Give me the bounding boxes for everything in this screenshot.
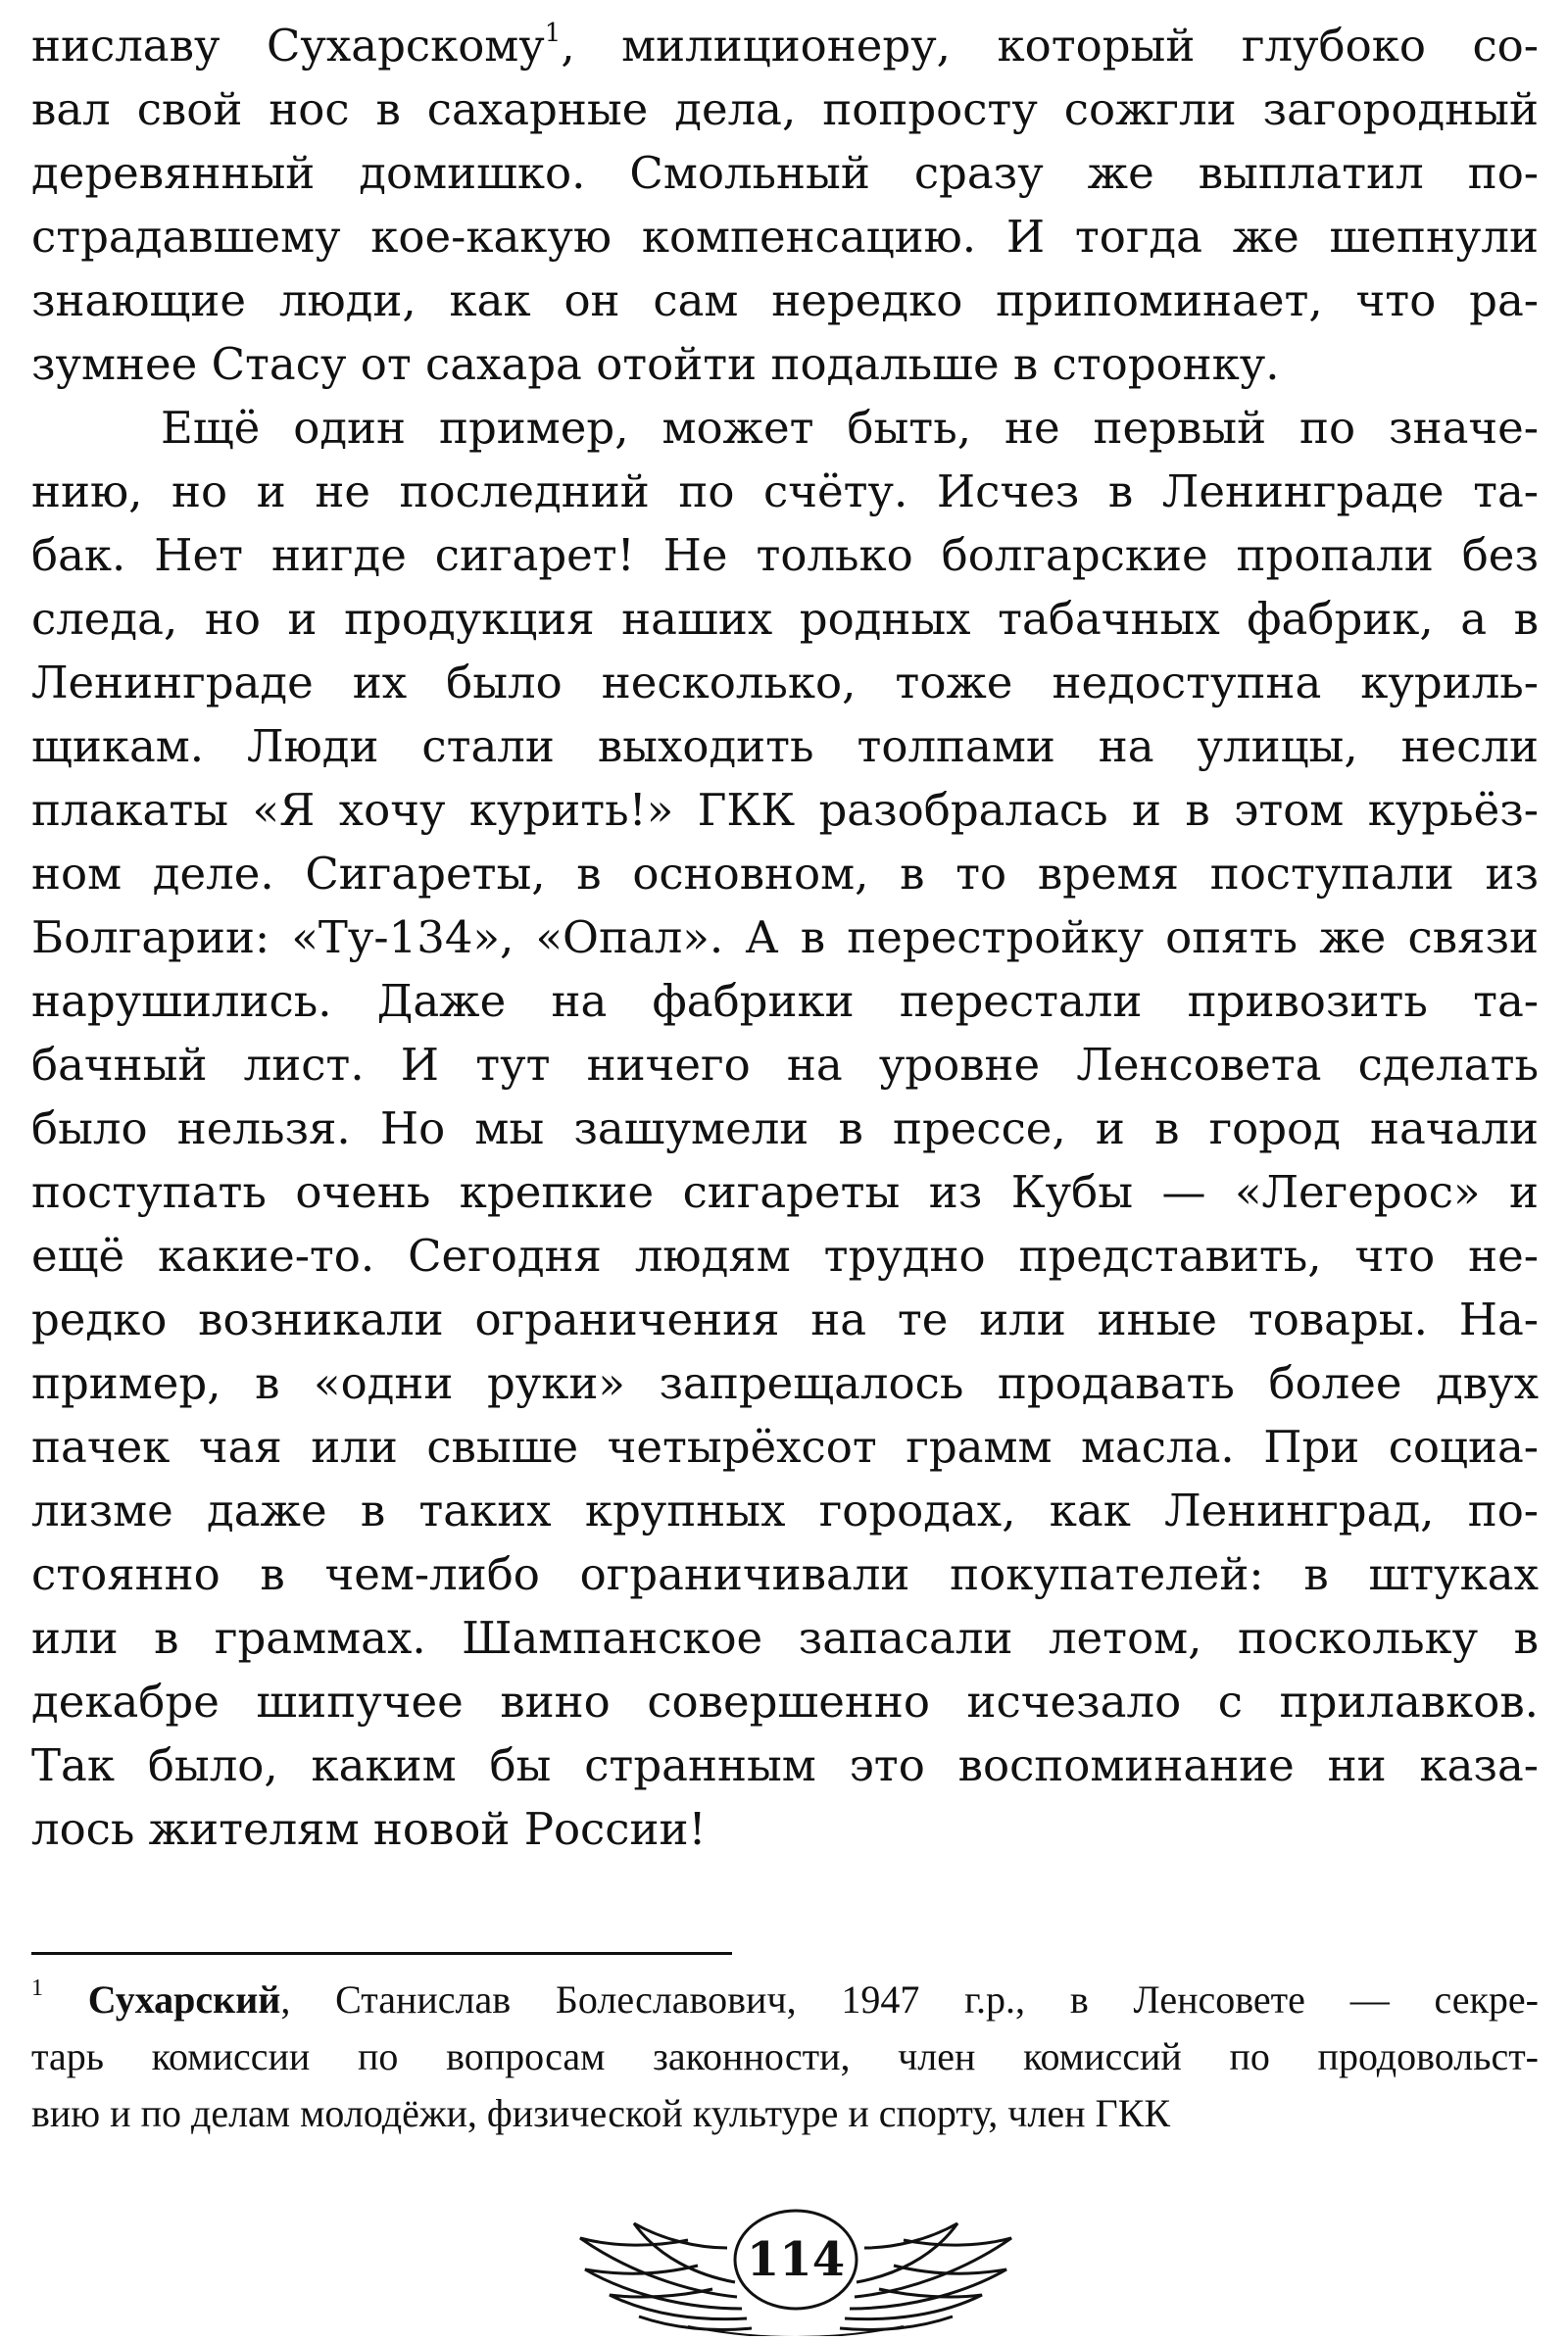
text-line: плакаты «Я хочу курить!» ГКК разобралась и в этом курьёз-	[31, 784, 1539, 836]
text-line: нию, но и не последний по счёту. Исчез в Ленинграде та-	[31, 465, 1539, 517]
text-line: ном деле. Сигареты, в основном, в то время поступали из	[31, 848, 1539, 900]
text-line: декабре шипучее вино совершенно исчезало с прилавков.	[31, 1676, 1539, 1728]
page-number-ornament	[541, 2179, 1051, 2336]
text-line: бак. Нет нигде сигарет! Не только болгарские пропали без	[31, 529, 1539, 581]
footnote-number: 1	[31, 1975, 43, 2001]
text-line: или в граммах. Шампанское запасали летом, поскольку в	[31, 1612, 1539, 1664]
text-line: зумнее Стасу от сахара отойти подальше в сторонку.	[31, 338, 1280, 390]
footnote	[31, 1972, 1539, 2142]
text-line: было нельзя. Но мы зашумели в прессе, и в город начали	[31, 1102, 1539, 1154]
text-line: Ещё один пример, может быть, не первый по значе-	[161, 402, 1539, 454]
page-number: 114	[746, 2232, 846, 2287]
text-line: деревянный домишко. Смольный сразу же выплатил по-	[31, 147, 1539, 199]
text-line: пачек чая или свыше четырёхсот грамм масла. При социа-	[31, 1421, 1539, 1473]
footnote-line: тарь комиссии по вопросам законности, член комиссий по продовольст-	[31, 2034, 1539, 2078]
paragraph-1	[31, 14, 1539, 396]
text-line: пример, в «одни руки» запрещалось продавать более двух	[31, 1357, 1539, 1409]
text-line: ещё какие-то. Сегодня людям трудно представить, что не-	[31, 1230, 1539, 1282]
footnote-line: $^1$ Сухарский, Станислав Болеславович, 1947 г.р., в Ленсовете — секре-	[31, 1975, 1540, 2022]
footnote-marker: 1	[544, 19, 562, 48]
text-line: ниславу Сухарскому$^1$, милиционеру, который глубоко со-	[31, 19, 1539, 72]
footnote-divider	[31, 1952, 732, 1955]
text-line: следа, но и продукция наших родных табачных фабрик, а в	[31, 593, 1539, 645]
text-line: щикам. Люди стали выходить толпами на улицы, несли	[31, 720, 1539, 772]
book-page	[31, 14, 1539, 2317]
footnote-name: Сухарский	[87, 1977, 281, 2022]
text-line: стоянно в чем-либо ограничивали покупателей: в штуках	[31, 1548, 1539, 1600]
text-line: поступать очень крепкие сигареты из Кубы — «Легерос» и	[31, 1166, 1539, 1218]
text-line: лизме даже в таких крупных городах, как Ленинград, по-	[31, 1485, 1539, 1536]
footnote-line: вию и по делам молодёжи, физической культуре и спорту, член ГКК	[31, 2091, 1171, 2135]
text-line: знающие люди, как он сам нередко припоминает, что ра-	[31, 274, 1539, 326]
text-line: бачный лист. И тут ничего на уровне Ленсовета сделать	[31, 1039, 1539, 1091]
text-line: Ленинграде их было несколько, тоже недоступна куриль-	[31, 657, 1539, 708]
text-line: Болгарии: «Ту-134», «Опал». А в перестройку опять же связи	[31, 911, 1539, 963]
text-line: редко возникали ограничения на те или иные товары. На-	[31, 1293, 1539, 1345]
text-line: страдавшему кое-какую компенсацию. И тогда же шепнули	[31, 211, 1539, 263]
text-line: нарушились. Даже на фабрики перестали привозить та-	[31, 975, 1539, 1027]
paragraph-2	[31, 396, 1539, 1861]
text-line: лось жителям новой России!	[31, 1803, 707, 1855]
text-line: вал свой нос в сахарные дела, попросту сожгли загородный	[31, 83, 1539, 135]
text-line: Так было, каким бы странным это воспоминание ни каза-	[31, 1739, 1539, 1791]
